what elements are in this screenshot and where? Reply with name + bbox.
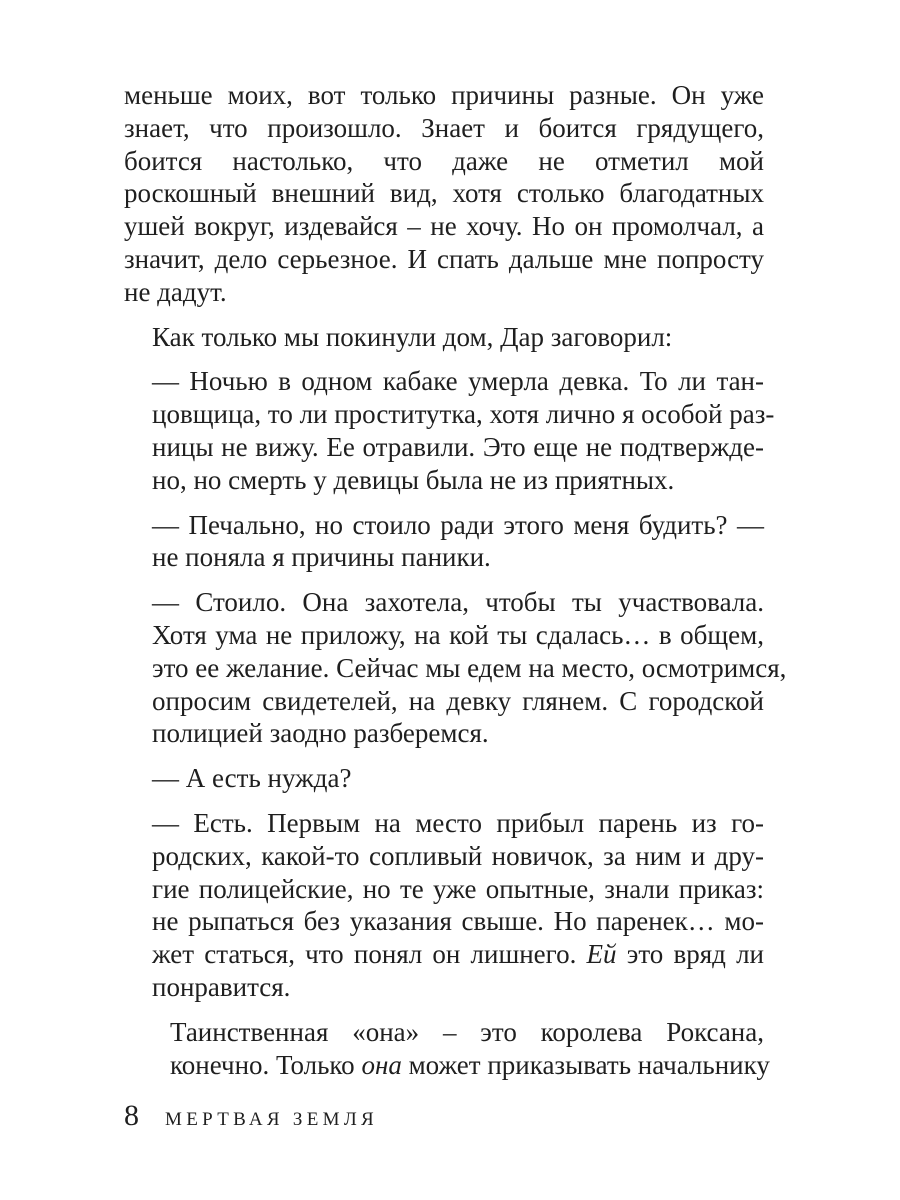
text-line: не поняла я причины паники.: [152, 542, 491, 573]
paragraph: [124, 321, 764, 354]
text-line-segment: может приказывать начальнику: [401, 1049, 770, 1080]
text-line: — Ночью в одном кабаке умерла девка. То ли тан-: [152, 366, 764, 397]
dialogue-paragraph: [124, 807, 764, 1004]
text-line: не дадут.: [124, 276, 227, 307]
text-line: [124, 1049, 770, 1082]
page-footer: [124, 1099, 378, 1133]
text-line: значит, дело серьезное. И спать дальше мне попросту: [124, 243, 764, 274]
italic-pronoun: Ей: [586, 939, 617, 970]
text-line: — Есть. Первым на место прибыл парень из го-: [152, 807, 764, 838]
text-line: родских, какой-то сопливый новичок, за ним и дру-: [152, 840, 764, 871]
dialogue-paragraph: [124, 586, 787, 750]
text-line: цовщица, то ли проститутка, хотя лично я особой раз-: [152, 399, 775, 430]
text-line: ницы не вижу. Ее отравили. Это еще не подтвержде-: [152, 431, 764, 462]
text-line: Таинственная «она» – это королева Роксана,: [170, 1016, 764, 1047]
text-line: опросим свидетелей, на девку глянем. С городской: [152, 685, 764, 716]
text-line-segment: конечно. Только: [170, 1049, 355, 1080]
text-line: не рыпаться без указания свыше. Но паренек… мо-: [152, 906, 764, 937]
text-line: Как только мы покинули дом, Дар заговорил:: [152, 321, 673, 352]
text-line: — А есть нужда?: [152, 763, 352, 794]
text-line-segment: это вряд ли: [616, 939, 764, 970]
text-line: — Печально, но стоило ради этого меня будить? —: [152, 509, 764, 540]
text-line: меньше моих, вот только причины разные. Он уже: [124, 80, 764, 110]
text-line: гие полицейские, но те уже опытные, знали приказ:: [152, 873, 764, 904]
italic-pronoun: она: [361, 1049, 402, 1080]
paragraph: [124, 1016, 770, 1082]
text-line: [124, 938, 764, 971]
text-line: боится настолько, что даже не отметил мой: [124, 145, 764, 176]
text-line: полицией заодно разберемся.: [152, 718, 489, 749]
page-text: [124, 79, 787, 1081]
running-title: МЕРТВАЯ ЗЕМЛЯ: [165, 1109, 379, 1130]
text-line: это ее желание. Сейчас мы едем на место, осмотримся,: [152, 652, 787, 683]
text-line: ушей вокруг, издевайся – не хочу. Но он промолчал, а: [124, 211, 764, 242]
text-line: Хотя ума не приложу, на кой ты сдалась… в общем,: [152, 619, 764, 650]
text-line: — Стоило. Она захотела, чтобы ты участвовала.: [152, 587, 764, 618]
paragraph: [124, 79, 764, 309]
dialogue-paragraph: [124, 509, 764, 575]
dialogue-paragraph: [124, 365, 775, 496]
text-line-segment: жет статься, что понял он лишнего.: [152, 939, 577, 970]
page-number: 8: [124, 1099, 139, 1132]
text-line: но, но смерть у девицы была не из приятных.: [152, 464, 675, 495]
text-line: роскошный внешний вид, хотя столько благодатных: [124, 178, 764, 209]
text-line: понравится.: [152, 971, 291, 1002]
dialogue-paragraph: [124, 762, 764, 795]
text-line: знает, что произошло. Знает и боится грядущего,: [124, 112, 764, 143]
